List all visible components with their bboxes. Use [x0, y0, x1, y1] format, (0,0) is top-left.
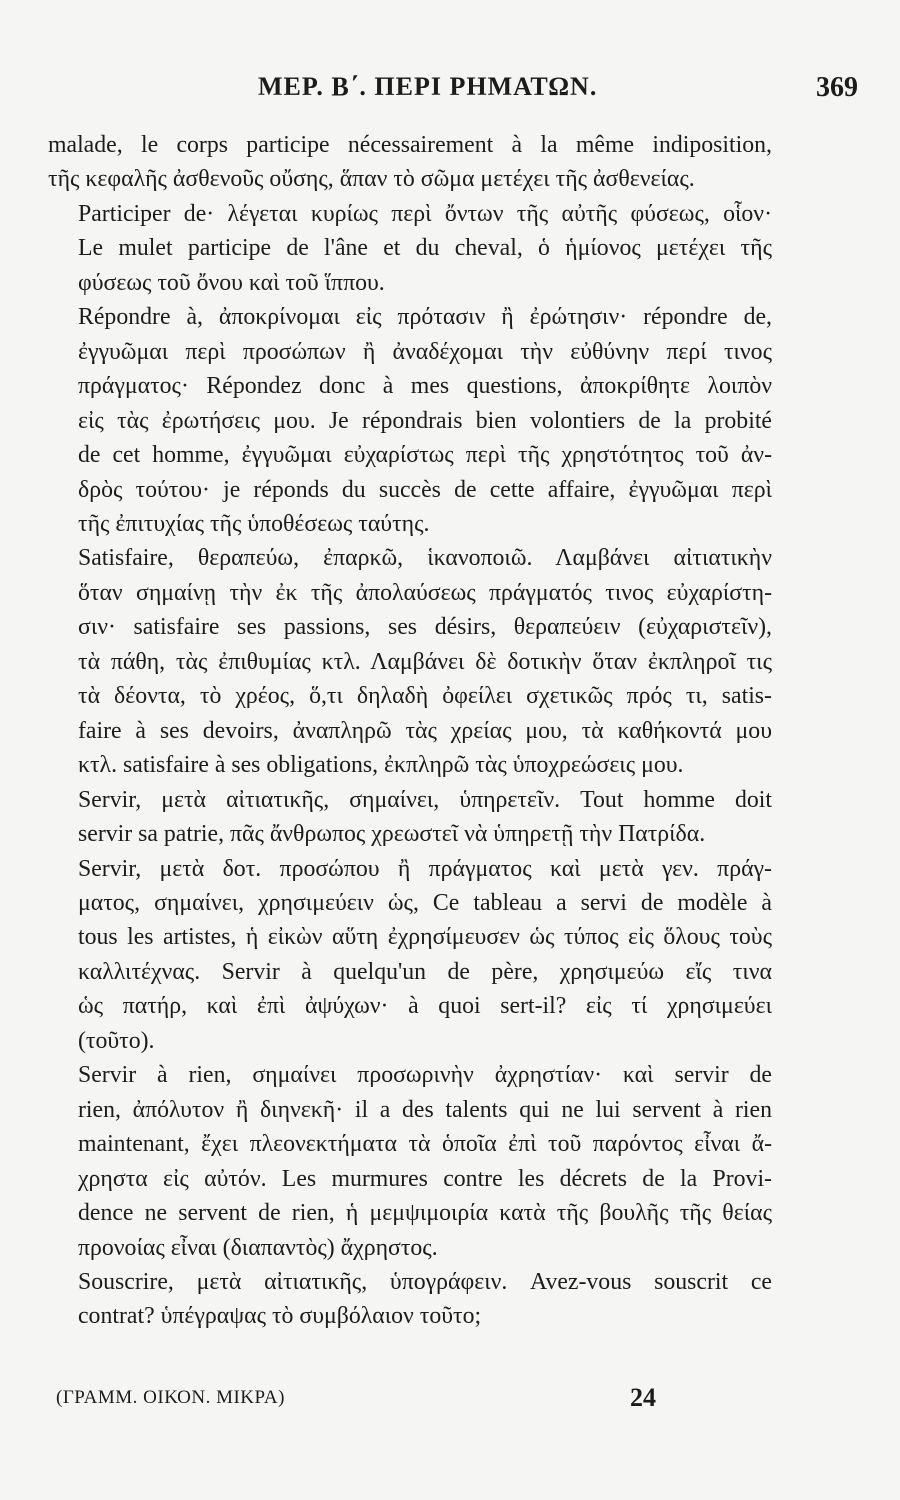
text-line: Satisfaire, θεραπεύω, ἐπαρκῶ, ἱκανοποιῶ. Λαμβάνει αἰτιατικὴν: [78, 545, 772, 572]
page-number: 369: [816, 72, 858, 103]
paragraph: [48, 197, 772, 300]
text-line: rien, ἀπόλυτον ἢ διηνεκῆ· il a des talents qui ne lui servent à rien: [78, 1096, 772, 1123]
text-line: ματος, σημαίνει, χρησιμεύειν ὡς, Ce tableau a servi de modèle à: [78, 889, 772, 916]
text-line: tous les artistes, ἡ εἰκὼν αὕτη ἐχρησίμευσεν ὡς τύπος εἰς ὅλους τοὺς: [78, 924, 772, 951]
text-line: (τοῦτο).: [78, 1027, 155, 1054]
paragraph: [48, 1058, 772, 1265]
text-line: ὅταν σημαίνῃ τὴν ἐκ τῆς ἀπολαύσεως πράγματός τινος εὐχαρίστη-: [78, 579, 772, 606]
text-line: φύσεως τοῦ ὄνου καὶ τοῦ ἵππου.: [78, 269, 385, 296]
paragraph: [48, 541, 772, 782]
printer-signature: (ΓΡΑΜΜ. ΟΙΚΟΝ. ΜΙΚΡΑ): [56, 1387, 285, 1408]
paragraph: [48, 128, 772, 197]
text-line: Répondre à, ἀποκρίνομαι εἰς πρότασιν ἢ ἐρώτησιν· répondre de,: [78, 304, 772, 331]
text-line: σιν· satisfaire ses passions, ses désirs, θεραπεύειν (εὐχαριστεῖν),: [78, 614, 772, 641]
text-line: Servir, μετὰ αἰτιατικῆς, σημαίνει, ὑπηρετεῖν. Tout homme doit: [78, 786, 772, 813]
text-line: τὰ πάθη, τὰς ἐπιθυμίας κτλ. Λαμβάνει δὲ δοτικὴν ὅταν ἐκπληροῖ τις: [78, 648, 772, 675]
body-text: [48, 128, 772, 1334]
text-line: Servir à rien, σημαίνει προσωρινὴν ἀχρηστίαν· καὶ servir de: [78, 1062, 772, 1089]
text-line: contrat? ὑπέγραψας τὸ συμβόλαιον τοῦτο;: [78, 1303, 482, 1330]
text-line: Le mulet participe de l'âne et du cheval, ὁ ἡμίονος μετέχει τῆς: [78, 235, 772, 262]
running-title: ΜΕΡ. Β΄. ΠΕΡΙ ΡΗΜΑΤΩΝ.: [258, 72, 598, 101]
text-line: Participer de· λέγεται κυρίως περὶ ὄντων τῆς αὐτῆς φύσεως, οἷον·: [78, 200, 772, 227]
text-line: δρὸς τούτου· je réponds du succès de cette affaire, ἐγγυῶμαι περὶ: [78, 476, 772, 503]
paragraph: [48, 852, 772, 1059]
text-line: προνοίας εἶναι (διαπαντὸς) ἄχρηστος.: [78, 1234, 438, 1261]
text-line: ἐγγυῶμαι περὶ προσώπων ἢ ἀναδέχομαι τὴν εὐθύνην περί τινος: [78, 338, 772, 365]
text-line: malade, le corps participe nécessairement à la même indiposition,: [48, 132, 772, 158]
text-line: τὰ δέοντα, τὸ χρέος, ὅ,τι δηλαδὴ ὀφείλει σχετικῶς πρός τι, satis-: [78, 683, 772, 710]
text-line: Souscrire, μετὰ αἰτιατικῆς, ὑπογράφειν. Avez-vous souscrit ce: [78, 1268, 772, 1295]
text-line: dence ne servent de rien, ἡ μεμψιμοιρία κατὰ τῆς βουλῆς τῆς θείας: [78, 1200, 772, 1227]
text-line: maintenant, ἔχει πλεονεκτήματα τὰ ὁποῖα ἐπὶ τοῦ παρόντος εἶναι ἄ-: [78, 1131, 772, 1158]
text-line: de cet homme, ἐγγυῶμαι εὐχαρίστως περὶ τῆς χρηστότητος τοῦ ἀν-: [78, 442, 772, 469]
text-line: καλλιτέχνας. Servir à quelqu'un de père, χρησιμεύω εἴς τινα: [78, 958, 772, 985]
page-header: [48, 72, 858, 112]
text-line: χρηστα εἰς αὐτόν. Les murmures contre les décrets de la Provi-: [78, 1165, 772, 1192]
text-line: servir sa patrie, πᾶς ἄνθρωπος χρεωστεῖ νὰ ὑπηρετῇ τὴν Πατρίδα.: [78, 821, 706, 848]
paragraph: [48, 1265, 772, 1334]
text-line: faire à ses devoirs, ἀναπληρῶ τὰς χρείας μου, τὰ καθήκοντά μου: [78, 717, 772, 744]
text-line: εἰς τὰς ἐρωτήσεις μου. Je répondrais bien volontiers de la probité: [78, 407, 772, 434]
paragraph: [48, 783, 772, 852]
text-line: ὡς πατήρ, καὶ ἐπὶ ἀψύχων· à quoi sert-il? εἰς τί χρησιμεύει: [78, 993, 772, 1020]
page-footer: [48, 1383, 768, 1417]
text-line: τῆς κεφαλῆς ἀσθενοῦς οὔσης, ἅπαν τὸ σῶμα μετέχει τῆς ἀσθενείας.: [48, 166, 695, 193]
text-line: πράγματος· Répondez donc à mes questions, ἀποκρίθητε λοιπὸν: [78, 373, 772, 400]
text-line: τῆς ἐπιτυχίας τῆς ὑποθέσεως ταύτης.: [78, 510, 430, 537]
sheet-number: 24: [630, 1383, 656, 1412]
paragraph: [48, 300, 772, 541]
text-line: κτλ. satisfaire à ses obligations, ἐκπληρῶ τὰς ὑποχρεώσεις μου.: [78, 752, 684, 779]
text-line: Servir, μετὰ δοτ. προσώπου ἢ πράγματος καὶ μετὰ γεν. πράγ-: [78, 855, 772, 882]
